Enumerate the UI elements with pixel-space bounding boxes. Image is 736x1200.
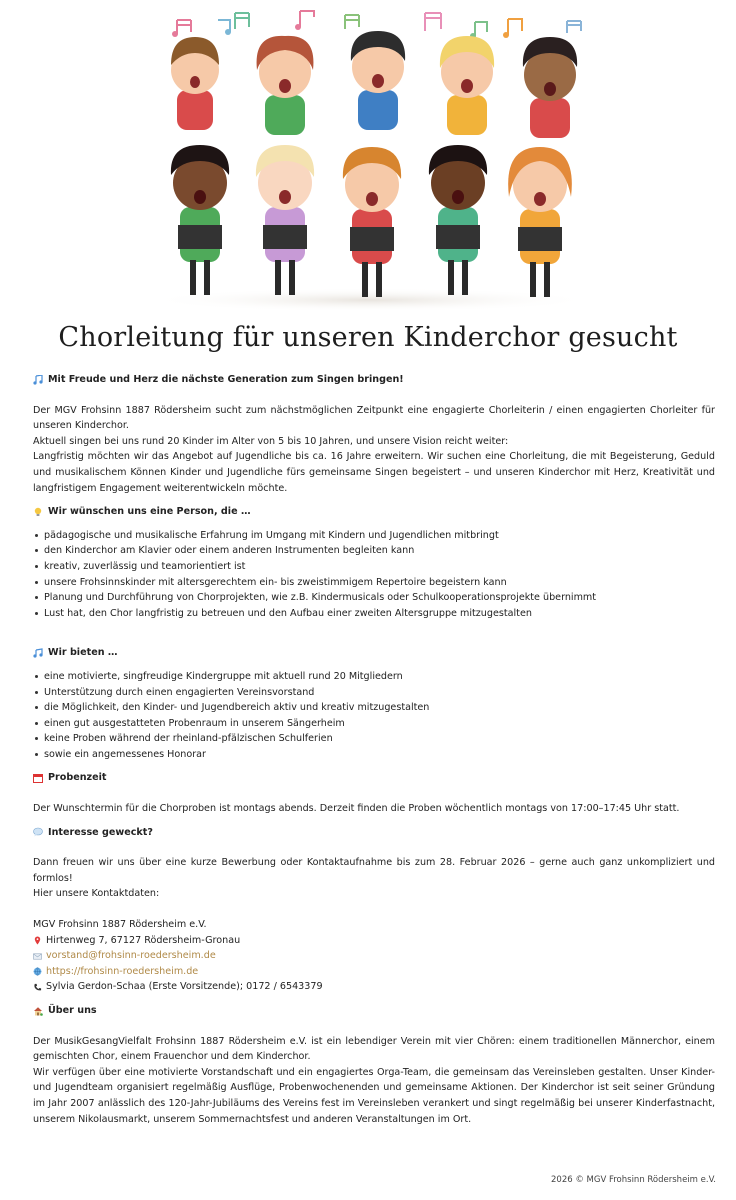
about-heading: Über uns: [33, 1003, 715, 1019]
wish-list: [33, 528, 715, 622]
list-item: pädagogische und musikalische Erfahrung im Umgang mit Kindern und Jugendlichen mitbringt: [44, 528, 715, 544]
article-body: [33, 372, 715, 1127]
intro-heading: Mit Freude und Herz die nächste Generation zum Singen bringen!: [33, 372, 715, 388]
rehearsal-text: Der Wunschtermin für die Chorproben ist montags abends. Derzeit finden die Proben wöchentlich montags von 17:00–17:45 Uhr statt.: [33, 803, 680, 815]
offer-heading: Wir bieten …: [33, 645, 715, 661]
contact-phone: Sylvia Gerdon-Schaa (Erste Vorsitzende); 0172 / 6543379: [33, 979, 715, 995]
wish-heading: Wir wünschen uns eine Person, die …: [33, 504, 715, 520]
contact-org: MGV Frohsinn 1887 Rödersheim e.V.: [33, 919, 207, 931]
list-item: Planung und Durchführung von Chorprojekten, wie z.B. Kindermusicals oder Schulkooperationsprojekte übernimmt: [44, 590, 715, 606]
offer-list: [33, 669, 715, 763]
envelope-icon: [33, 952, 42, 961]
email-link[interactable]: vorstand@frohsinn-roedersheim.de: [46, 950, 216, 962]
intro-paragraph-2: Aktuell singen bei uns rund 20 Kinder im Alter von 5 bis 10 Jahren, und unsere Vision reicht weiter:: [33, 435, 509, 447]
list-item: sowie ein angemessenes Honorar: [44, 747, 715, 763]
list-item: eine motivierte, singfreudige Kindergruppe mit aktuell rund 20 Mitgliedern: [44, 669, 715, 685]
interest-paragraph-1: Dann freuen wir uns über eine kurze Bewerbung oder Kontaktaufnahme bis zum 28. Februar 2026 – gerne auch ganz unkompliziert und formlos!: [33, 857, 715, 884]
speech-bubble-icon: [33, 827, 43, 837]
interest-heading: Interesse geweckt?: [33, 825, 715, 841]
contact-block: [33, 917, 715, 995]
list-item: Lust hat, den Chor langfristig zu betreuen und den Aufbau einer zweiten Altersgruppe mitzugestalten: [44, 606, 715, 622]
list-item: den Kinderchor am Klavier oder einem anderen Instrumenten begleiten kann: [44, 543, 715, 559]
page-title: Chorleitung für unseren Kinderchor gesucht: [58, 322, 678, 353]
list-item: kreativ, zuverlässig und teamorientiert ist: [44, 559, 715, 575]
front-row-kids: [171, 145, 572, 297]
back-row-kids: [171, 31, 577, 138]
website-link[interactable]: https://frohsinn-roedersheim.de: [46, 965, 199, 977]
interest-paragraph-2: Hier unsere Kontaktdaten:: [33, 888, 160, 900]
rehearsal-heading: Probenzeit: [33, 770, 715, 786]
list-item: unsere Frohsinnskinder mit altersgerechtem ein- bis zweistimmigem Repertoire begeistern kann: [44, 575, 715, 591]
list-item: einen gut ausgestatteten Probenraum in unserem Sängerheim: [44, 716, 715, 732]
intro-paragraph-1: Der MGV Frohsinn 1887 Rödersheim sucht zum nächstmöglichen Zeitpunkt eine engagierte Chorleiterin / einen engagierten Chorleiter für unseren Kinderchor.: [33, 404, 715, 432]
footer-copyright: 2026 © MGV Frohsinn Rödersheim e.V.: [551, 1175, 716, 1185]
lightbulb-icon: [33, 507, 43, 517]
music-notes-icon: [33, 648, 43, 658]
list-item: Unterstützung durch einen engagierten Vereinsvorstand: [44, 685, 715, 701]
house-icon: [33, 1006, 43, 1016]
list-item: keine Proben während der rheinland-pfälzischen Schulferien: [44, 731, 715, 747]
hero-illustration: [140, 5, 600, 310]
intro-paragraph-3: Langfristig möchten wir das Angebot auf Jugendliche bis ca. 16 Jahre erweitern. Wir suchen eine Chorleitung, die mit Begeisterung, Geduld und musikalischem Können Kinder und Jugendliche fürs gemeinsame Singen begeistert – und unseren Kinderchor mit Herz, Kreativität und langfristigem Engagement weiterentwickeln möchte.: [33, 451, 715, 494]
location-pin-icon: [33, 936, 42, 945]
list-item: die Möglichkeit, den Kinder- und Jugendbereich aktiv und kreativ mitzugestalten: [44, 700, 715, 716]
about-paragraph-2: Wir verfügen über eine motivierte Vorstandschaft und ein engagiertes Orga-Team, die gemeinsam das Vereinsleben gestalten. Unser Kinder- und Jugendteam organisiert regelmäßig Ausflüge, Probenwochenenden und gemeinsame Aktionen. Der Kinderchor ist seit seiner Gründung im Jahr 2007 anlässlich des 120-Jahr-Jubiläums des Vereins fest im Vereinsleben verankert und singt regelmäßig bei unserer Kinderfastnacht, unserem Nikolausmarkt, unserem Sommernachtsfest und anderen Veranstaltungen im Ort.: [33, 1066, 715, 1125]
phone-icon: [33, 983, 42, 992]
contact-email: [33, 948, 715, 964]
calendar-icon: [33, 773, 43, 783]
contact-website: [33, 964, 715, 980]
globe-icon: [33, 967, 42, 976]
contact-address: Hirtenweg 7, 67127 Rödersheim-Gronau: [33, 933, 715, 949]
about-paragraph-1: Der MusikGesangVielfalt Frohsinn 1887 Rödersheim e.V. ist ein lebendiger Verein mit vier Chören: einem traditionellen Männerchor, einem gemischten Chor, einem Frauenchor und dem Kinderchor.: [33, 1035, 715, 1063]
music-note-icon: [33, 375, 43, 385]
